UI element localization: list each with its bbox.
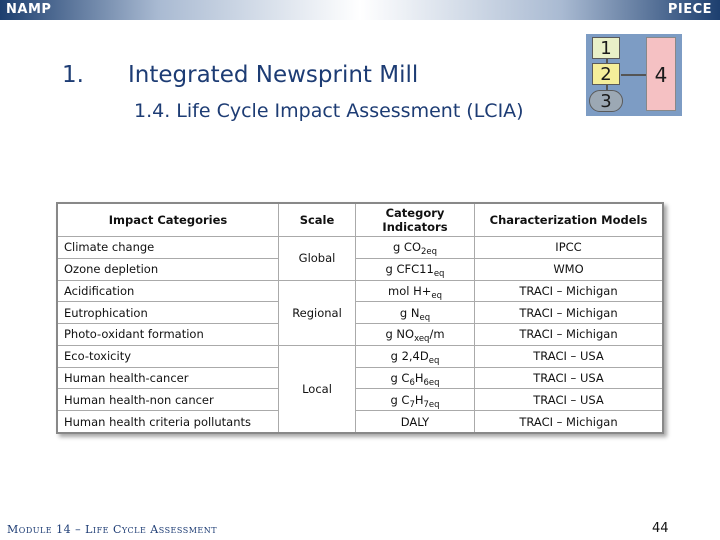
header-impact-categories: Impact Categories xyxy=(57,203,279,237)
header-category-indicators: Category Indicators xyxy=(356,203,475,237)
indicator-cell xyxy=(356,411,475,433)
page-number: 44 xyxy=(652,521,669,536)
slide-title: Integrated Newsprint Mill xyxy=(128,62,419,88)
category-cell: Acidification xyxy=(57,280,279,302)
indicator-subscript: eq xyxy=(419,312,431,323)
model-cell: TRACI – Michigan xyxy=(475,302,664,324)
indicator-subscript: eq xyxy=(431,290,442,301)
section-number: 1. xyxy=(62,62,84,88)
indicator-tail: /m xyxy=(429,327,445,342)
model-cell: TRACI – USA xyxy=(475,367,664,389)
model-cell: TRACI – Michigan xyxy=(475,411,664,433)
category-cell: Photo-oxidant formation xyxy=(57,324,279,346)
logo-step-3: 3 xyxy=(589,90,623,112)
indicator-text: g C xyxy=(390,370,410,385)
piece-steps-logo xyxy=(580,32,684,118)
table-header-row xyxy=(57,203,663,237)
indicator-cell xyxy=(356,302,475,324)
indicator-cell xyxy=(356,280,475,302)
header-scale: Scale xyxy=(279,203,356,237)
logo-step-1: 1 xyxy=(592,37,620,59)
category-cell: Eco-toxicity xyxy=(57,345,279,367)
indicator-text: g CO xyxy=(392,240,421,255)
table-row xyxy=(57,302,663,324)
header-characterization-models: Characterization Models xyxy=(475,203,664,237)
indicator-cell xyxy=(356,389,475,411)
model-cell: TRACI – Michigan xyxy=(475,280,664,302)
category-cell: Ozone depletion xyxy=(57,258,279,280)
module-footer: Module 14 – Life Cycle Assessment xyxy=(7,523,218,536)
model-cell: TRACI – USA xyxy=(475,389,664,411)
indicator-text: g C xyxy=(390,392,410,407)
indicator-text: DALY xyxy=(400,414,430,429)
indicator-subscript: eq xyxy=(433,269,445,280)
indicator-subscript: 7 xyxy=(409,399,415,410)
scale-cell: Local xyxy=(279,345,356,433)
logo-step-4: 4 xyxy=(646,37,676,111)
piece-brand: PIECE xyxy=(667,2,712,17)
indicator-subscript: 2eq xyxy=(421,247,438,258)
model-cell: WMO xyxy=(475,258,664,280)
indicator-mid: H xyxy=(414,370,424,385)
category-cell: Human health-non cancer xyxy=(57,389,279,411)
indicator-text: g N xyxy=(399,305,420,320)
indicator-cell xyxy=(356,258,475,280)
header-bar xyxy=(0,0,720,20)
indicator-text: mol H+ xyxy=(388,283,432,298)
table-row xyxy=(57,258,663,280)
indicator-subscript-2: 7eq xyxy=(423,399,440,410)
indicator-mid: H xyxy=(414,392,424,407)
lcia-table xyxy=(56,202,664,434)
model-cell: TRACI – USA xyxy=(475,345,664,367)
indicator-subscript: 6 xyxy=(409,377,415,388)
indicator-subscript: eq xyxy=(428,356,440,367)
indicator-cell xyxy=(356,237,475,259)
indicator-cell xyxy=(356,367,475,389)
category-cell: Human health-cancer xyxy=(57,367,279,389)
table-row xyxy=(57,389,663,411)
indicator-subscript-2: 6eq xyxy=(423,377,440,388)
model-cell: IPCC xyxy=(475,237,664,259)
category-cell: Human health criteria pollutants xyxy=(57,411,279,433)
indicator-text: g CFC11 xyxy=(385,262,434,277)
namp-brand: NAMP xyxy=(6,2,52,17)
table-row xyxy=(57,280,663,302)
indicator-subscript: xeq xyxy=(414,334,430,345)
table-row xyxy=(57,345,663,367)
scale-cell: Global xyxy=(279,237,356,281)
logo-connector-horizontal xyxy=(621,74,646,76)
table-row xyxy=(57,237,663,259)
model-cell: TRACI – Michigan xyxy=(475,324,664,346)
table-row xyxy=(57,367,663,389)
indicator-text: g 2,4D xyxy=(390,349,429,364)
indicator-text: g NO xyxy=(385,327,415,342)
logo-step-2: 2 xyxy=(592,63,620,85)
table-row xyxy=(57,411,663,433)
slide-subtitle: 1.4. Life Cycle Impact Assessment (LCIA) xyxy=(134,100,524,122)
indicator-cell xyxy=(356,345,475,367)
table-row xyxy=(57,324,663,346)
lcia-table-container xyxy=(56,202,664,434)
category-cell: Eutrophication xyxy=(57,302,279,324)
scale-cell: Regional xyxy=(279,280,356,345)
indicator-cell xyxy=(356,324,475,346)
category-cell: Climate change xyxy=(57,237,279,259)
